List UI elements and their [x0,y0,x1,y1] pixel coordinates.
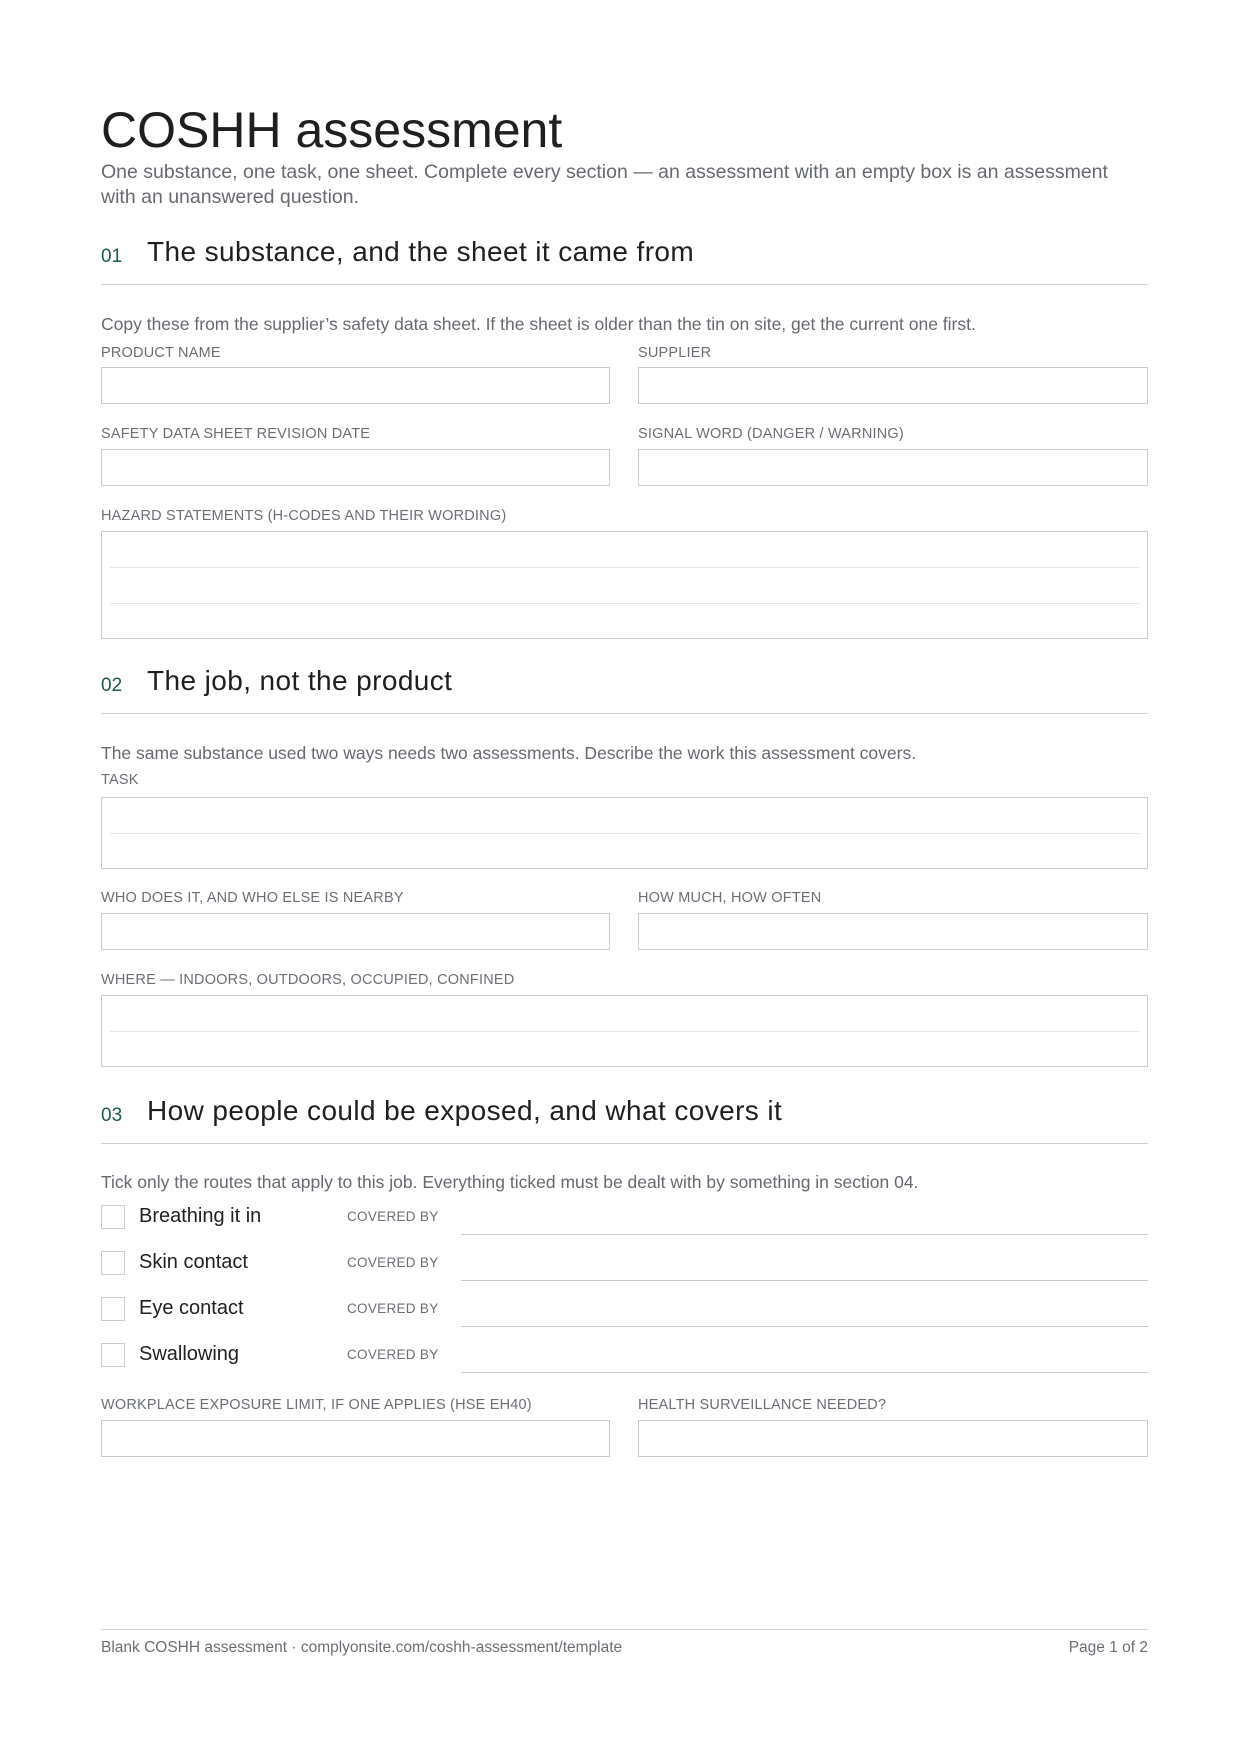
signal-word-field[interactable] [638,449,1148,486]
exposure-limit-label: WORKPLACE EXPOSURE LIMIT, IF ONE APPLIES (HSE EH40) [101,1397,532,1413]
footer-source: Blank COSHH assessment · complyonsite.com/coshh-assessment/template [101,1639,623,1656]
covered-by-field[interactable] [461,1372,1148,1373]
sds-revision-date-field[interactable] [101,449,610,486]
section-01-title: The substance, and the sheet it came from [147,236,695,267]
covered-by-label: COVERED BY [347,1301,439,1316]
section-03-title: How people could be exposed, and what covers it [147,1095,783,1126]
route-label: Skin contact [139,1251,248,1273]
section-03-hint: Tick only the routes that apply to this job. Everything ticked must be dealt with by something in section 04. [101,1172,919,1192]
section-02-hint: The same substance used two ways needs two assessments. Describe the work this assessment covers. [101,743,917,763]
section-02-number: 02 [101,675,123,696]
hazard-statements-label: HAZARD STATEMENTS (H-CODES AND THEIR WORDING) [101,508,507,524]
route-label: Breathing it in [139,1205,262,1227]
exposure-limit-field[interactable] [101,1420,610,1457]
where-field[interactable] [101,995,1148,1067]
covered-by-field[interactable] [461,1326,1148,1327]
how-much-label: HOW MUCH, HOW OFTEN [638,890,822,906]
covered-by-field[interactable] [461,1280,1148,1281]
page-number: Page 1 of 2 [1068,1639,1148,1656]
who-field[interactable] [101,913,610,950]
intro-text: One substance, one task, one sheet. Complete every section — an assessment with an empty box is an assessment with an unanswered question. [101,161,1108,208]
health-surveillance-label: HEALTH SURVEILLANCE NEEDED? [638,1397,887,1413]
section-03-number: 03 [101,1105,123,1126]
covered-by-field[interactable] [461,1234,1148,1235]
section-01-number: 01 [101,246,123,267]
writing-line [110,1031,1139,1032]
route-row-skin [101,1247,1148,1283]
section-03-header [101,1095,1148,1144]
covered-by-label: COVERED BY [347,1255,439,1270]
section-01-header [101,236,1148,285]
product-name-field[interactable] [101,367,610,404]
route-label: Eye contact [139,1297,244,1319]
section-01-hint: Copy these from the supplier’s safety data sheet. If the sheet is older than the tin on site, get the current one first. [101,314,976,334]
task-field[interactable] [101,797,1148,869]
signal-word-label: SIGNAL WORD (DANGER / WARNING) [638,426,904,442]
where-label: WHERE — INDOORS, OUTDOORS, OCCUPIED, CONFINED [101,972,515,988]
section-02-title: The job, not the product [147,665,453,696]
writing-line [110,567,1139,568]
supplier-field[interactable] [638,367,1148,404]
skin-checkbox[interactable] [101,1251,125,1275]
writing-line [110,833,1139,834]
how-much-field[interactable] [638,913,1148,950]
breathing-checkbox[interactable] [101,1205,125,1229]
writing-line [110,603,1139,604]
who-label: WHO DOES IT, AND WHO ELSE IS NEARBY [101,890,404,906]
covered-by-label: COVERED BY [347,1209,439,1224]
hazard-statements-field[interactable] [101,531,1148,639]
supplier-label: SUPPLIER [638,345,712,361]
sds-revision-date-label: SAFETY DATA SHEET REVISION DATE [101,426,371,442]
swallowing-checkbox[interactable] [101,1343,125,1367]
task-label: TASK [101,772,139,788]
route-row-swallowing [101,1339,1148,1375]
footer-divider [101,1629,1148,1630]
page-title: COSHH assessment [101,102,563,158]
eye-checkbox[interactable] [101,1297,125,1321]
health-surveillance-field[interactable] [638,1420,1148,1457]
route-label: Swallowing [139,1343,240,1365]
route-row-breathing [101,1201,1148,1237]
product-name-label: PRODUCT NAME [101,345,221,361]
section-02-header [101,665,1148,714]
route-row-eye [101,1293,1148,1329]
covered-by-label: COVERED BY [347,1347,439,1362]
